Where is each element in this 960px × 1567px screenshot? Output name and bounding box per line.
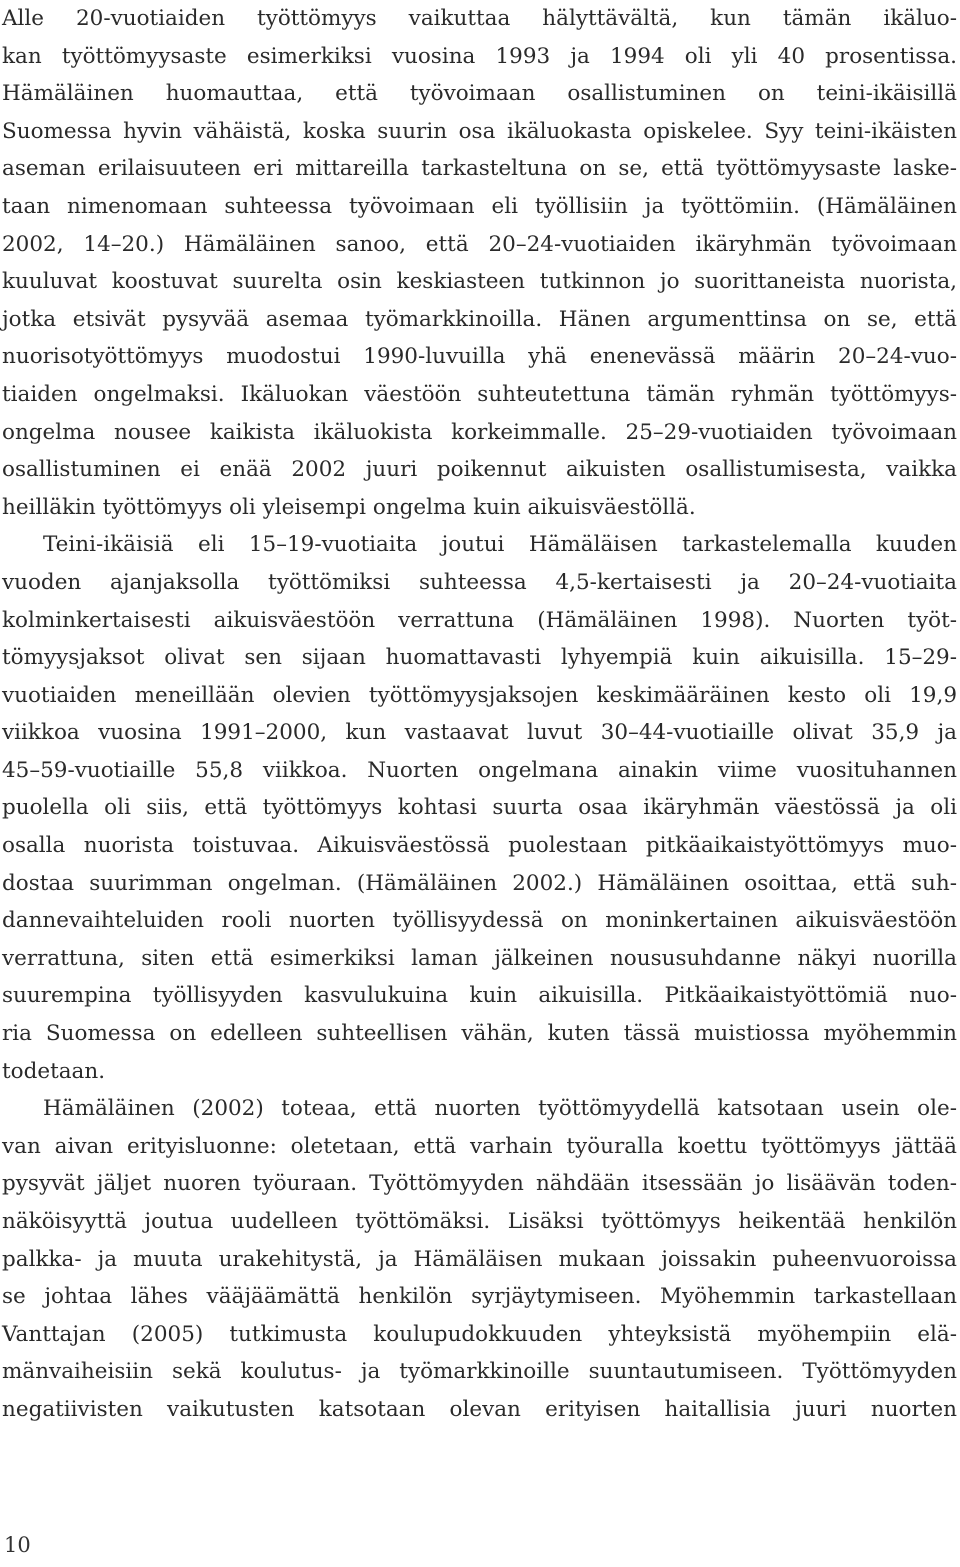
text-line: tiaiden ongelmaksi. Ikäluokan väestöön suhteutettuna tämän ryhmän työttömyys- <box>2 381 957 407</box>
text-line: pysyvät jäljet nuoren työuraan. Työttömyyden nähdään itsessään jo lisäävän toden- <box>2 1171 957 1197</box>
text-line: suurempina työllisyyden kasvulukuina kuin aikuisilla. Pitkäaikaistyöttömiä nuo- <box>2 983 957 1009</box>
body-text <box>2 0 957 1429</box>
text-line: heilläkin työttömyys oli yleisempi ongelma kuin aikuisväestöllä. <box>2 494 696 520</box>
text-line: vuotiaiden meneillään olevien työttömyysjaksojen keskimääräinen kesto oli 19,9 <box>2 682 957 708</box>
text-line: Alle 20-vuotiaiden työttömyys vaikuttaa hälyttävältä, kun tämän ikäluo- <box>2 6 957 31</box>
text-line: ongelma nousee kaikista ikäluokista korkeimmalle. 25–29-vuotiaiden työvoimaan <box>2 419 957 445</box>
text-line: osallistuminen ei enää 2002 juuri poikennut aikuisten osallistumisesta, vaikka <box>2 457 957 483</box>
text-line: palkka- ja muuta urakehitystä, ja Hämäläisen mukaan joissakin puheenvuoroissa <box>2 1246 957 1272</box>
text-line: kuuluvat koostuvat suurelta osin keskiasteen tutkinnon jo suorittaneista nuorista, <box>2 269 957 295</box>
text-line: aseman erilaisuuteen eri mittareilla tarkasteltuna on se, että työttömyysaste laske- <box>2 156 957 182</box>
text-line: tömyysjaksot olivat sen sijaan huomattavasti lyhyempiä kuin aikuisilla. 15–29- <box>2 645 957 671</box>
text-line: verrattuna, siten että esimerkiksi laman jälkeinen noususuhdanne näkyi nuorilla <box>2 945 957 971</box>
text-line: se johtaa lähes vääjäämättä henkilön syrjäytymiseen. Myöhemmin tarkastellaan <box>2 1284 957 1310</box>
text-line: 45–59-vuotiaille 55,8 viikkoa. Nuorten ongelmana ainakin viime vuosituhannen <box>2 757 957 783</box>
text-line: kolminkertaisesti aikuisväestöön verrattuna (Hämäläinen 1998). Nuorten työt- <box>2 607 957 633</box>
text-line: ria Suomessa on edelleen suhteellisen vähän, kuten tässä muistiossa myöhemmin <box>2 1021 957 1047</box>
text-line: mänvaiheisiin sekä koulutus- ja työmarkkinoille suuntautumiseen. Työttömyyden <box>2 1359 957 1385</box>
text-line: Teini-ikäisiä eli 15–19-vuotiaita joutui Hämäläisen tarkastelemalla kuuden <box>43 532 957 558</box>
text-line: osalla nuorista toistuvaa. Aikuisväestössä puolestaan pitkäaikaistyöttömyys muo- <box>2 833 957 859</box>
paragraph-1 <box>2 0 957 526</box>
text-line: todetaan. <box>2 1058 106 1084</box>
text-line: negatiivisten vaikutusten katsotaan olevan erityisen haitallisia juuri nuorten <box>2 1396 957 1422</box>
text-line: Suomessa hyvin vähäistä, koska suurin osa ikäluokasta opiskelee. Syy teini-ikäisten <box>2 118 957 144</box>
paragraph-2 <box>2 526 957 1090</box>
text-line: taan nimenomaan suhteessa työvoimaan eli työllisiin ja työttömiin. (Hämäläinen <box>2 193 957 219</box>
text-line: kan työttömyysaste esimerkiksi vuosina 1993 ja 1994 oli yli 40 prosentissa. <box>2 43 957 69</box>
text-line: 2002, 14–20.) Hämäläinen sanoo, että 20–24-vuotiaiden ikäryhmän työvoimaan <box>2 231 957 257</box>
text-line: puolella oli siis, että työttömyys kohtasi suurta osaa ikäryhmän väestössä ja oli <box>2 795 957 821</box>
text-line: jotka etsivät pysyvää asemaa työmarkkinoilla. Hänen argumenttinsa on se, että <box>2 306 957 332</box>
paragraph-3 <box>2 1090 957 1428</box>
text-line: vuoden ajanjaksolla työttömiksi suhteessa 4,5-kertaisesti ja 20–24-vuotiaita <box>2 569 957 595</box>
text-line: Hämäläinen (2002) toteaa, että nuorten työttömyydellä katsotaan usein ole- <box>43 1096 957 1122</box>
text-line: dostaa suurimman ongelman. (Hämäläinen 2002.) Hämäläinen osoittaa, että suh- <box>2 870 957 896</box>
text-line: näköisyyttä joutua uudelleen työttömäksi. Lisäksi työttömyys heikentää henkilön <box>2 1209 957 1234</box>
text-line: viikkoa vuosina 1991–2000, kun vastaavat luvut 30–44-vuotiaille olivat 35,9 ja <box>2 720 957 746</box>
text-line: nuorisotyöttömyys muodostui 1990-luvuilla yhä enenevässä määrin 20–24-vuo- <box>2 344 957 370</box>
text-line: Hämäläinen huomauttaa, että työvoimaan osallistuminen on teini-ikäisillä <box>2 81 957 107</box>
page-number: 10 <box>4 1533 31 1557</box>
text-line: van aivan erityisluonne: oletetaan, että varhain työuralla koettu työttömyys jättää <box>2 1133 957 1159</box>
text-line: dannevaihteluiden rooli nuorten työllisyydessä on moninkertainen aikuisväestöön <box>2 908 957 934</box>
text-line: Vanttajan (2005) tutkimusta koulupudokkuuden yhteyksistä myöhempiin elä- <box>2 1321 957 1347</box>
